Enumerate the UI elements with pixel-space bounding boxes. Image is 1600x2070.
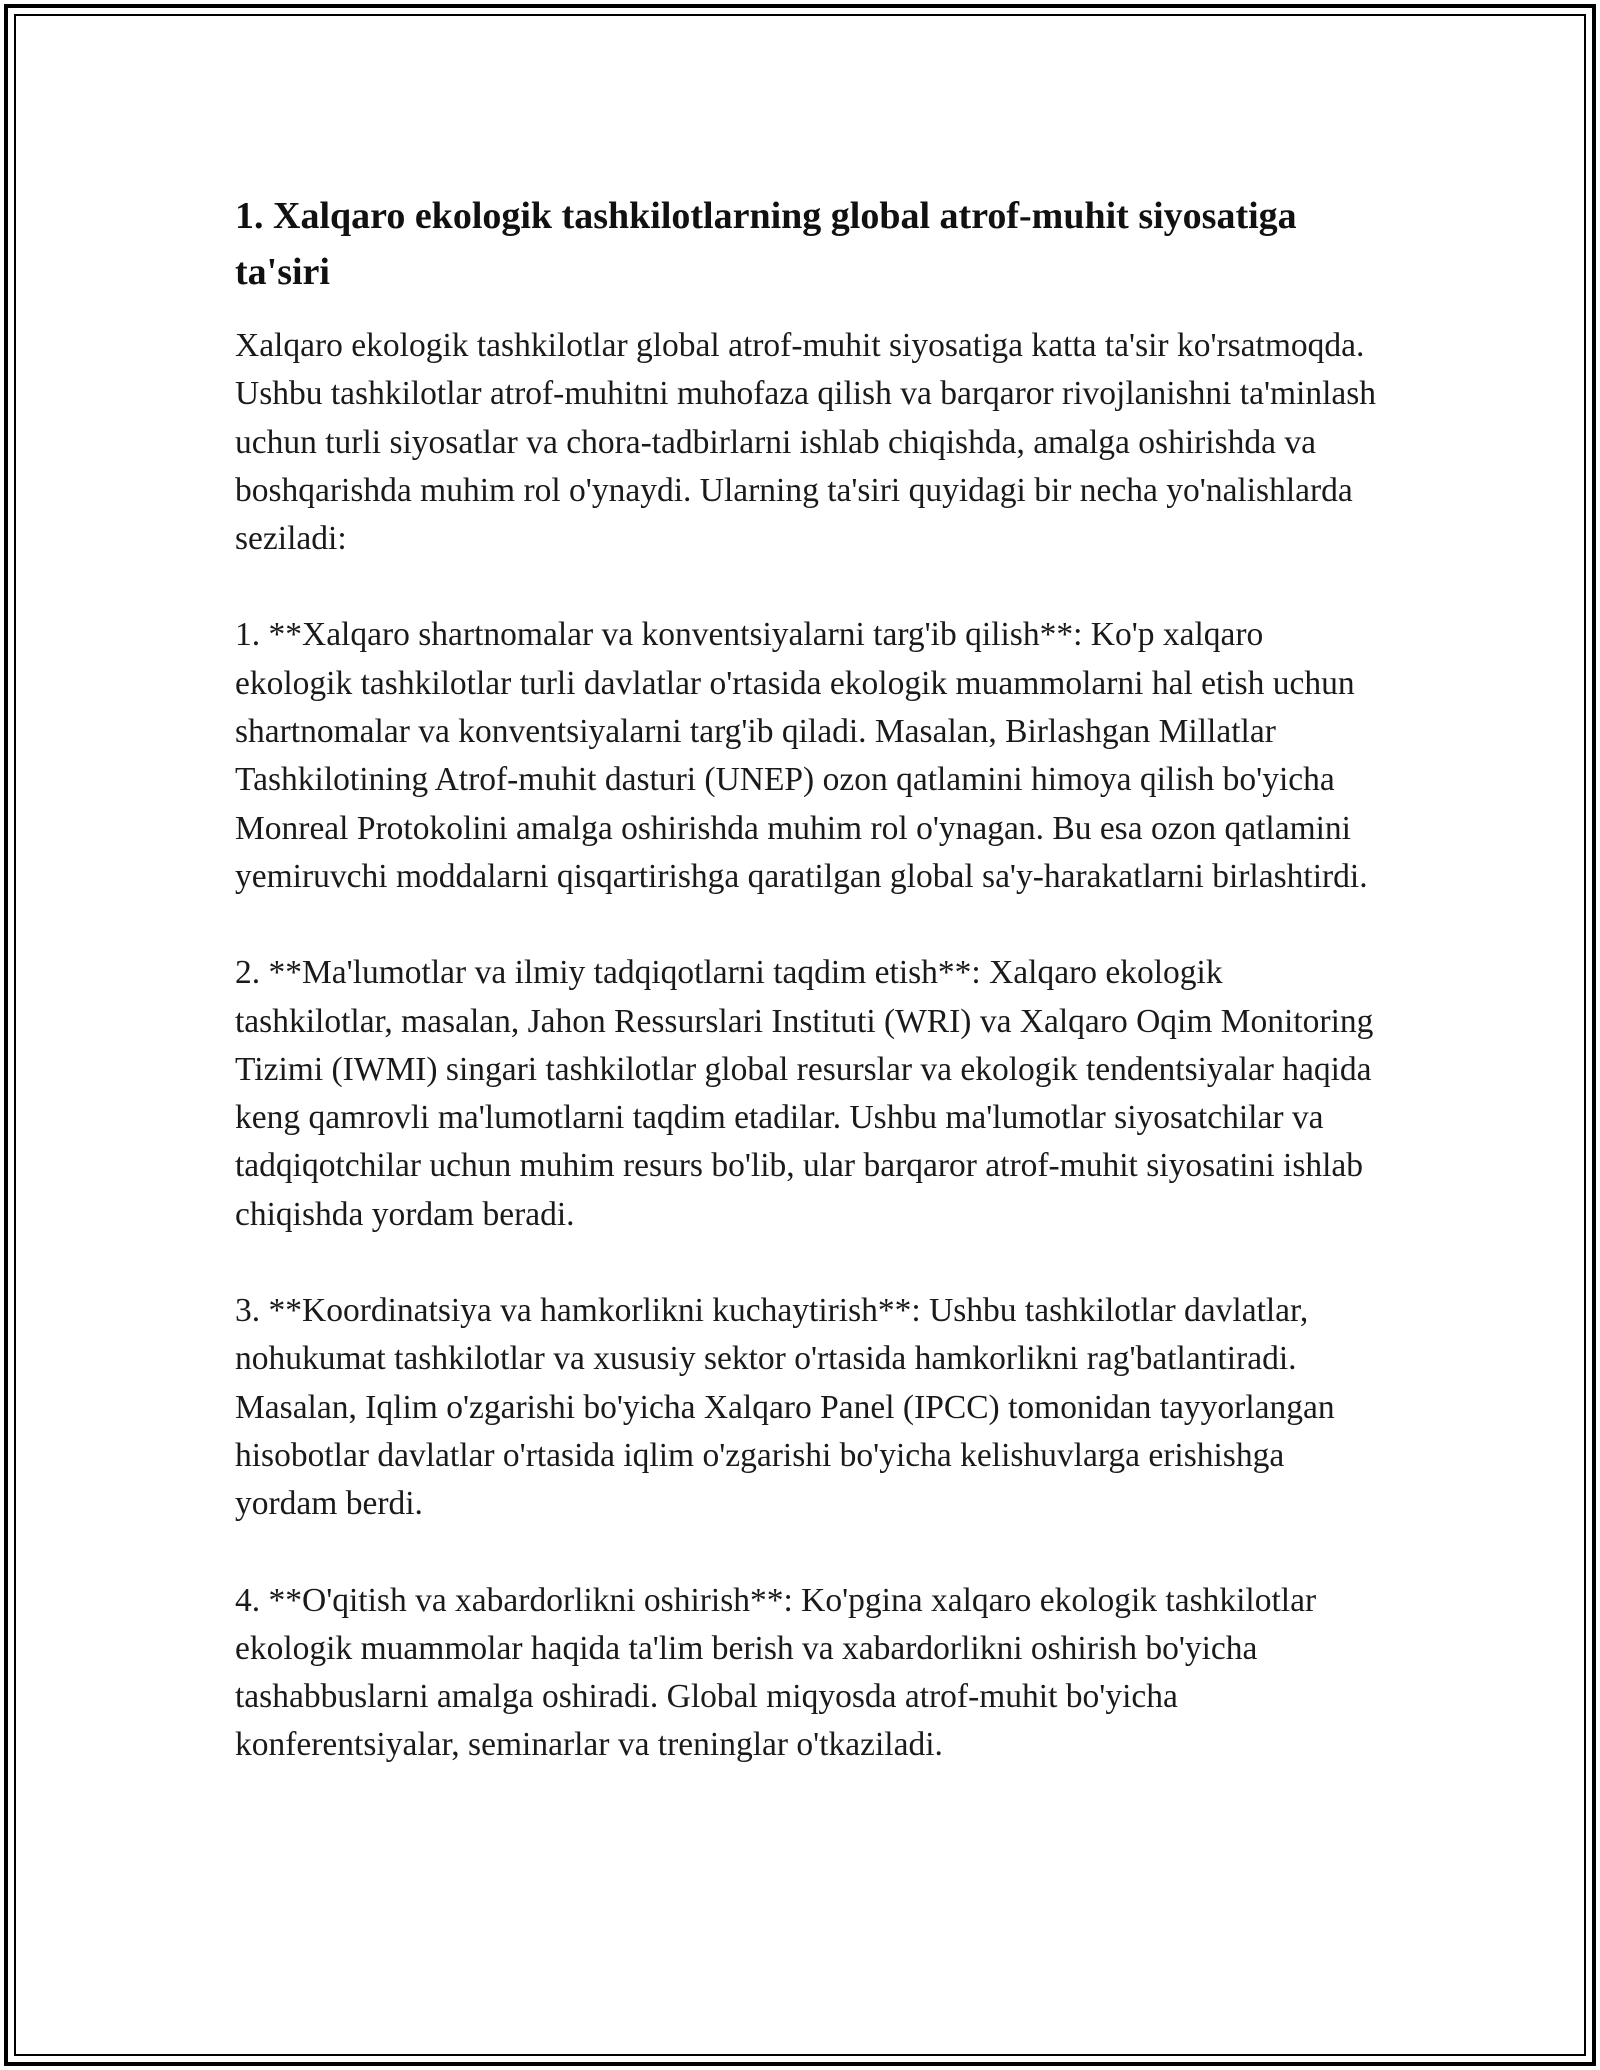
document-body: [235, 188, 1385, 1818]
list-item-4-paragraph: 4. **O'qitish va xabardorlikni oshirish**: Ko'pgina xalqaro ekologik tashkilotlar ekologik muammolar haqida ta'lim berish va xabardorlikni oshirish bo'yicha tashabbuslarni amalga oshiradi. Global miqyosda atrof-muhit bo'yicha konferentsiyalar, seminarlar va treninglar o'tkaziladi.: [235, 1581, 1317, 1764]
list-item-1-paragraph: 1. **Xalqaro shartnomalar va konventsiyalarni targ'ib qilish**: Ko'p xalqaro ekologik tashkilotlar turli davlatlar o'rtasida ekologik muammolarni hal etish uchun shartnomalar va konventsiyalarni targ'ib qiladi. Masalan, Birlashgan Millatlar Tashkilotining Atrof-muhit dasturi (UNEP) ozon qatlamini himoya qilish bo'yicha Monreal Protokolini amalga oshirishda muhim rol o'ynagan. Bu esa ozon qatlamini yemiruvchi moddalarni qisqartirishga qaratilgan global sa'y-harakatlarni birlashtirdi.: [235, 616, 1368, 895]
intro-paragraph: Xalqaro ekologik tashkilotlar global atrof-muhit siyosatiga katta ta'sir ko'rsatmoqda. Ushbu tashkilotlar atrof-muhitni muhofaza qilish va barqaror rivojlanishni ta'minlash uchun turli siyosatlar va chora-tadbirlarni ishlab chiqishda, amalga oshirishda va boshqarishda muhim rol o'ynaydi. Ularning ta'siri quyidagi bir necha yo'nalishlarda seziladi:: [235, 327, 1377, 558]
list-item-2-paragraph: 2. **Ma'lumotlar va ilmiy tadqiqotlarni taqdim etish**: Xalqaro ekologik tashkilotlar, masalan, Jahon Ressurslari Instituti (WRI) va Xalqaro Oqim Monitoring Tizimi (IWMI) singari tashkilotlar global resurslar va ekologik tendentsiyalar haqida keng qamrovli ma'lumotlarni taqdim etadilar. Ushbu ma'lumotlar siyosatchilar va tadqiqotchilar uchun muhim resurs bo'lib, ular barqaror atrof-muhit siyosatini ishlab chiqishda yordam beradi.: [235, 954, 1374, 1233]
list-item-3-paragraph: 3. **Koordinatsiya va hamkorlikni kuchaytirish**: Ushbu tashkilotlar davlatlar, nohukumat tashkilotlar va xususiy sektor o'rtasida hamkorlikni rag'batlantiradi. Masalan, Iqlim o'zgarishi bo'yicha Xalqaro Panel (IPCC) tomonidan tayyorlangan hisobotlar davlatlar o'rtasida iqlim o'zgarishi bo'yicha kelishuvlarga erishishga yordam berdi.: [235, 1292, 1335, 1523]
section-heading: 1. Xalqaro ekologik tashkilotlarning global atrof-muhit siyosatiga ta'siri: [235, 195, 1297, 293]
